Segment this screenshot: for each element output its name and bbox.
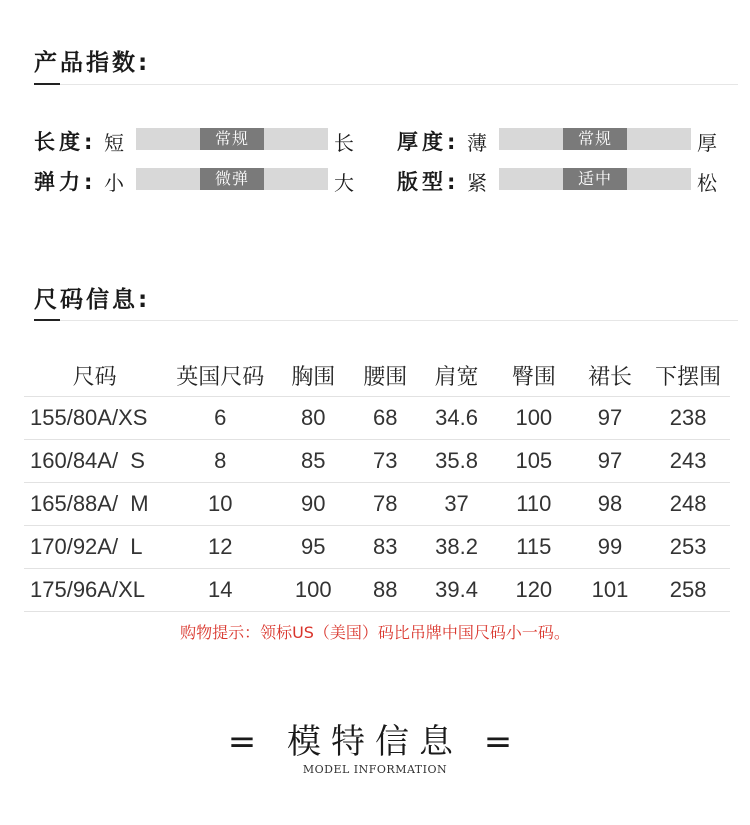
cell-uk-size: 10	[165, 483, 275, 526]
cell-chest: 90	[275, 483, 351, 526]
cell-skirt-length: 98	[574, 483, 646, 526]
index-row-length	[34, 126, 364, 155]
column-header: 下摆围	[655, 364, 722, 390]
index-title-accent	[34, 83, 60, 85]
cell-size: 175/96A/XL	[24, 569, 165, 612]
index-selected: 适中	[563, 168, 627, 190]
size-title-accent	[34, 319, 60, 321]
size-table	[24, 354, 730, 612]
column-header: 胸围	[291, 364, 336, 390]
cell-shoulder: 38.2	[419, 526, 494, 569]
cell-size: 160/84A/ S	[24, 440, 165, 483]
column-header: 臀围	[511, 364, 556, 390]
index-row-thickness	[397, 126, 727, 155]
cell-uk-size: 12	[165, 526, 275, 569]
table-row	[24, 397, 730, 440]
index-label: 版型:	[397, 170, 460, 194]
column-header: 尺码	[72, 364, 117, 390]
index-max: 厚	[697, 131, 717, 155]
cell-waist: 73	[351, 440, 419, 483]
size-table-header-row	[24, 354, 730, 397]
index-selected: 微弹	[200, 168, 264, 190]
cell-size: 165/88A/ M	[24, 483, 165, 526]
index-row-fit	[397, 166, 727, 195]
column-header: 英国尺码	[176, 364, 265, 390]
index-label: 长度:	[34, 130, 97, 154]
index-selected: 常规	[563, 128, 627, 150]
shopping-tip: 购物提示：领标US（美国）码比吊牌中国尺码小一码。	[180, 623, 570, 642]
table-row	[24, 526, 730, 569]
cell-size: 155/80A/XS	[24, 397, 165, 440]
model-section-subtitle: MODEL INFORMATION	[302, 763, 448, 776]
cell-shoulder: 37	[419, 483, 494, 526]
cell-hem: 258	[646, 569, 730, 612]
cell-uk-size: 6	[165, 397, 275, 440]
table-row	[24, 440, 730, 483]
column-header: 裙长	[587, 364, 632, 390]
cell-size: 170/92A/ L	[24, 526, 165, 569]
index-selected: 常规	[200, 128, 264, 150]
index-min: 小	[104, 171, 124, 195]
cell-hem: 248	[646, 483, 730, 526]
index-row-elasticity	[34, 166, 364, 195]
index-section-title: 产品指数:	[34, 50, 151, 76]
cell-hip: 120	[494, 569, 574, 612]
index-max: 大	[334, 171, 354, 195]
cell-shoulder: 39.4	[419, 569, 494, 612]
cell-chest: 95	[275, 526, 351, 569]
model-section-title: = 模特信息 =	[227, 722, 523, 762]
cell-uk-size: 8	[165, 440, 275, 483]
cell-shoulder: 34.6	[419, 397, 494, 440]
index-max: 长	[334, 131, 354, 155]
cell-skirt-length: 97	[574, 397, 646, 440]
cell-chest: 80	[275, 397, 351, 440]
cell-waist: 83	[351, 526, 419, 569]
index-label: 弹力:	[34, 170, 97, 194]
cell-chest: 85	[275, 440, 351, 483]
cell-hip: 105	[494, 440, 574, 483]
cell-hip: 110	[494, 483, 574, 526]
cell-uk-size: 14	[165, 569, 275, 612]
size-section-title: 尺码信息:	[34, 287, 151, 313]
cell-hip: 115	[494, 526, 574, 569]
cell-waist: 88	[351, 569, 419, 612]
cell-waist: 68	[351, 397, 419, 440]
cell-chest: 100	[275, 569, 351, 612]
index-min: 短	[104, 131, 124, 155]
cell-waist: 78	[351, 483, 419, 526]
index-title-rule	[34, 84, 738, 85]
cell-skirt-length: 99	[574, 526, 646, 569]
index-min: 紧	[467, 171, 487, 195]
cell-shoulder: 35.8	[419, 440, 494, 483]
cell-skirt-length: 97	[574, 440, 646, 483]
table-row	[24, 483, 730, 526]
cell-hip: 100	[494, 397, 574, 440]
cell-hem: 253	[646, 526, 730, 569]
cell-hem: 238	[646, 397, 730, 440]
column-header: 腰围	[363, 364, 408, 390]
index-max: 松	[697, 171, 717, 195]
cell-hem: 243	[646, 440, 730, 483]
index-label: 厚度:	[397, 130, 460, 154]
size-title-rule	[34, 320, 738, 321]
index-min: 薄	[467, 131, 487, 155]
cell-skirt-length: 101	[574, 569, 646, 612]
table-row	[24, 569, 730, 612]
column-header: 肩宽	[434, 364, 479, 390]
